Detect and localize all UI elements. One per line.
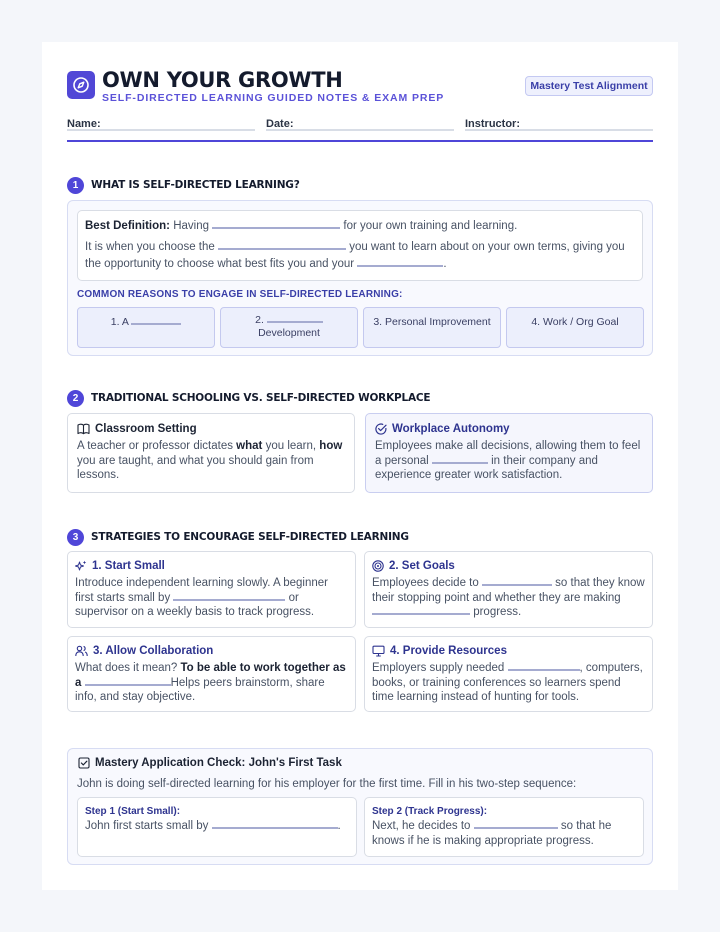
reason-text: 4. Work / Org Goal (531, 316, 619, 328)
blank-input[interactable] (85, 684, 171, 686)
workplace-text: Employees make all decisions, allowing them to feel a personal (375, 440, 641, 467)
classroom-emphasis: what (236, 440, 263, 452)
mastery-badge: Mastery Test Alignment (525, 76, 653, 96)
definition-label: Best Definition: (85, 220, 170, 232)
blank-input[interactable] (357, 265, 443, 267)
section-number: 2 (67, 390, 84, 407)
strategy-title: 1. Start Small (92, 560, 165, 572)
mastery-check-panel (67, 748, 653, 865)
classroom-emphasis: how (319, 440, 343, 452)
workplace-title: Workplace Autonomy (392, 423, 510, 435)
blank-input[interactable] (508, 669, 580, 671)
strategy-emphasis: To be able to work together as a (75, 662, 346, 689)
section-3-heading (67, 528, 409, 546)
classroom-text: you learn, (265, 440, 317, 452)
workplace-card (365, 413, 653, 493)
strategy-text: or supervisor on a weekly basis to track progress. (75, 591, 315, 618)
reason-card (506, 307, 644, 348)
step-text: so that he knows if he is making appropriate progress. (372, 820, 612, 847)
section-title: TRADITIONAL SCHOOLING VS. SELF-DIRECTED WORKPLACE (91, 392, 431, 404)
instructor-field[interactable] (465, 114, 653, 131)
classroom-text: A teacher or professor dictates (77, 440, 233, 452)
definition-text: you want to learn about on your own terms, giving you (349, 240, 625, 253)
step-1-card (77, 797, 357, 857)
strategy-text: progress. (473, 606, 522, 618)
users-icon (75, 645, 88, 657)
instructor-label: Instructor: (465, 118, 520, 130)
page-subtitle: SELF-DIRECTED LEARNING GUIDED NOTES & EXAM PREP (102, 92, 445, 104)
reason-card (77, 307, 215, 348)
name-label: Name: (67, 118, 101, 130)
check-circle-icon (375, 423, 387, 435)
section-title: STRATEGIES TO ENCOURAGE SELF-DIRECTED LEARNING (91, 531, 409, 543)
header (67, 70, 653, 106)
step-text: Next, he decides to (372, 820, 471, 832)
student-info-fields (67, 114, 653, 134)
blank-input[interactable] (372, 613, 470, 615)
reasons-heading: COMMON REASONS TO ENGAGE IN SELF-DIRECTED LEARNING: (77, 289, 403, 300)
compass-icon (67, 71, 95, 99)
monitor-icon (372, 645, 385, 657)
date-field[interactable] (266, 114, 454, 131)
page-title: OWN YOUR GROWTH (102, 68, 343, 92)
blank-input[interactable] (267, 321, 323, 323)
strategy-card-start-small (67, 551, 356, 628)
strategy-card-set-goals (364, 551, 653, 628)
definition-text: for your own training and learning. (343, 220, 518, 232)
date-label: Date: (266, 118, 294, 130)
step-text: . (337, 820, 341, 832)
blank-input[interactable] (432, 462, 488, 464)
header-divider (67, 140, 653, 142)
definition-text: the opportunity to choose what best fits you and your (85, 258, 355, 270)
worksheet-page (42, 42, 678, 890)
strategy-text: so that they know their stopping point and whether they are making (372, 577, 645, 604)
workplace-text: in their company and experience greater work satisfaction. (375, 454, 598, 481)
step-2-card (364, 797, 644, 857)
book-icon (77, 423, 90, 435)
sparkle-icon (75, 560, 87, 572)
reason-text: 3. Personal Improvement (373, 316, 491, 328)
blank-input[interactable] (212, 227, 340, 229)
section-number: 1 (67, 177, 84, 194)
strategy-title: 4. Provide Resources (390, 645, 507, 657)
blank-input[interactable] (482, 584, 552, 586)
strategy-text: Introduce independent learning slowly. A beginner first starts small by (75, 577, 328, 604)
step-text: John first starts small by (85, 820, 209, 832)
blank-input[interactable] (218, 248, 346, 250)
reason-text: 2. (255, 314, 264, 326)
section-title: WHAT IS SELF-DIRECTED LEARNING? (91, 179, 300, 191)
strategy-text: What does it mean? (75, 662, 178, 674)
strategy-text: Employers supply needed (372, 662, 505, 674)
strategy-text: Helps peers brainstorm, share info, and stay objective. (75, 676, 325, 703)
mastery-check-intro: John is doing self-directed learning for his employer for the first time. Fill in his two-step sequence: (77, 778, 577, 790)
definition-panel (67, 200, 653, 356)
strategy-text: Employees decide to (372, 577, 479, 589)
definition-text: . (443, 258, 447, 270)
strategy-title: 2. Set Goals (389, 560, 455, 572)
section-number: 3 (67, 529, 84, 546)
step-label: Step 2 (Track Progress): (372, 806, 488, 817)
reason-card (220, 307, 358, 348)
classroom-text: you are taught, and what you should gain from lessons. (77, 454, 314, 481)
classroom-card (67, 413, 355, 493)
reason-text: Development (258, 327, 320, 339)
strategy-card-collaboration (67, 636, 356, 712)
target-icon (372, 560, 384, 572)
section-1-heading (67, 176, 300, 194)
reason-text: 1. A (110, 316, 129, 328)
reason-card (363, 307, 501, 348)
definition-card (77, 210, 643, 281)
step-label: Step 1 (Start Small): (85, 806, 181, 817)
strategy-card-resources (364, 636, 653, 712)
section-2-heading (67, 389, 430, 407)
strategy-title: 3. Allow Collaboration (93, 645, 214, 657)
strategy-text: , computers, books, or training conferences so learners spend time learning instead of hunting for tools. (372, 662, 643, 703)
blank-input[interactable] (173, 599, 285, 601)
checkbox-icon (78, 757, 90, 769)
blank-input[interactable] (474, 827, 558, 829)
blank-input[interactable] (131, 323, 181, 325)
mastery-check-title: Mastery Application Check: John's First Task (95, 757, 342, 769)
blank-input[interactable] (212, 827, 338, 829)
name-field[interactable] (67, 114, 255, 131)
classroom-title: Classroom Setting (95, 423, 197, 435)
definition-text: It is when you choose the (85, 240, 215, 253)
definition-text: Having (173, 220, 209, 232)
